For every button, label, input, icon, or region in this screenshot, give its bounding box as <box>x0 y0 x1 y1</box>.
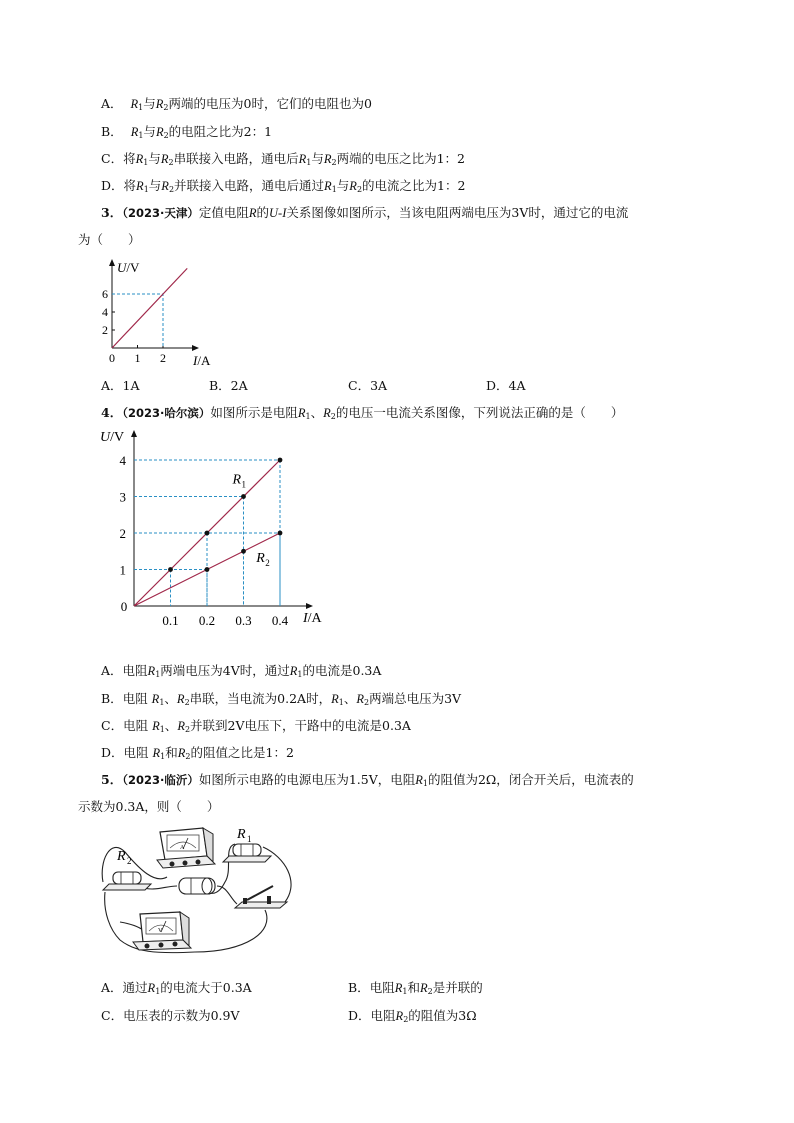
q5-stem: 5．（2023·临沂）如图所示电路的电源电压为1.5V，电阻$R_1$的阻值为2Ω，闭合开关后，电流表的 <box>101 772 634 788</box>
q2-option-b: B． $R_1$与$R_2$的电阻之比为2：1 <box>101 124 273 140</box>
series-line <box>112 268 187 348</box>
y-tick-label: 1 <box>119 562 126 578</box>
x-tick-label: 1 <box>134 351 141 365</box>
q3-option-d: D．4A <box>486 378 526 393</box>
q3-stem: 3．（2023·天津）定值电阻R的U-I关系图像如图所示，当该电阻两端电压为3V时，通过它的电流 <box>101 205 629 220</box>
q3-option-c: C．3A <box>348 378 388 393</box>
q2-option-a: A． $R_1$与$R_2$两端的电压为0时，它们的电阻也为0 <box>101 96 372 112</box>
q4-option-a: A．电阻$R_1$两端电压为4V时，通过$R_1$的电流是0.3A <box>101 663 382 679</box>
q5-option-d: D．电阻$R_2$的阻值为3Ω <box>348 1008 477 1024</box>
resistor-r1 <box>223 827 271 862</box>
r1-label: R <box>237 827 246 842</box>
y-tick-label: 4 <box>102 305 108 319</box>
switch <box>235 886 287 908</box>
data-point <box>278 458 283 463</box>
q5-option-c: C．电压表的示数为0.9V <box>101 1008 240 1023</box>
x-tick-label: 2 <box>160 351 166 365</box>
r2-sub: 2 <box>127 856 132 866</box>
q4-option-b: B．电阻 $R_1$、$R_2$串联，当电流为0.2A时，$R_1$、$R_2$两端总电压为3V <box>101 691 462 707</box>
voltmeter <box>133 912 191 950</box>
q4-ui-graph <box>100 425 340 635</box>
data-point <box>278 531 283 536</box>
q5-option-b: B．电阻$R_1$和$R_2$是并联的 <box>348 980 483 996</box>
x-tick-label: 0.1 <box>162 613 179 628</box>
x-axis-label: I/A <box>303 611 322 626</box>
q4-option-d: D．电阻 $R_1$和$R_2$的阻值之比是1：2 <box>101 745 294 761</box>
data-point <box>241 549 246 554</box>
ammeter-symbol: A <box>180 845 185 851</box>
y-tick-label: 2 <box>102 323 108 337</box>
data-point <box>205 531 210 536</box>
q3-option-a: A．1A <box>101 378 140 393</box>
y-tick-label: 2 <box>119 526 126 541</box>
battery <box>179 878 215 894</box>
x-axis-label: I/A <box>193 353 211 368</box>
series-label-sub-2: 2 <box>265 558 270 569</box>
q4-option-c: C．电阻 $R_1$、$R_2$并联到2V电压下，干路中的电流是0.3A <box>101 718 411 734</box>
x-tick-label: 0.2 <box>198 613 216 628</box>
q5-option-a: A．通过$R_1$的电流大于0.3A <box>101 980 252 996</box>
data-point <box>241 494 246 499</box>
resistor-r2 <box>103 849 151 890</box>
series-label-1: R <box>232 472 242 488</box>
data-point <box>205 567 210 572</box>
q5-stem-cont: 示数为0.3A，则（ ） <box>78 799 220 814</box>
y-axis-label: U/V <box>117 260 140 275</box>
q3-stem-cont: 为（ ） <box>78 232 141 247</box>
x-tick-label: 0 <box>109 351 115 365</box>
q3-ui-graph <box>95 255 235 375</box>
voltmeter-symbol: V <box>158 928 163 934</box>
x-tick-label: 0.3 <box>235 613 252 628</box>
q3-option-b: B．2A <box>209 378 248 393</box>
x-axis-arrow <box>306 603 313 609</box>
x-axis-arrow <box>192 345 199 351</box>
r2-label: R <box>117 849 126 864</box>
y-tick-label: 6 <box>102 287 108 301</box>
data-point <box>168 567 173 572</box>
y-axis-arrow <box>131 430 137 437</box>
y-axis-arrow <box>109 259 115 266</box>
r1-sub: 1 <box>247 834 252 844</box>
series-label-2: R <box>256 551 265 567</box>
y-axis-label: U/V <box>100 430 125 445</box>
origin-label: 0 <box>120 599 128 614</box>
ammeter <box>157 828 215 868</box>
series-label-sub-1: 1 <box>241 479 247 490</box>
q2-option-c: C．将$R_1$与$R_2$串联接入电路，通电后$R_1$与$R_2$两端的电压之比为1：2 <box>101 151 465 167</box>
q5-circuit-figure <box>95 822 310 967</box>
y-tick-label: 4 <box>119 453 126 468</box>
y-tick-label: 3 <box>119 489 126 505</box>
q4-stem: 4．（2023·哈尔滨）如图所示是电阻$R_1$、$R_2$的电压一电流关系图像，下列说法正确的是（ ） <box>101 405 624 421</box>
q2-option-d: D．将$R_1$与$R_2$并联接入电路，通电后通过$R_1$与$R_2$的电流之比为1：2 <box>101 178 466 194</box>
x-tick-label: 0.4 <box>271 613 289 628</box>
